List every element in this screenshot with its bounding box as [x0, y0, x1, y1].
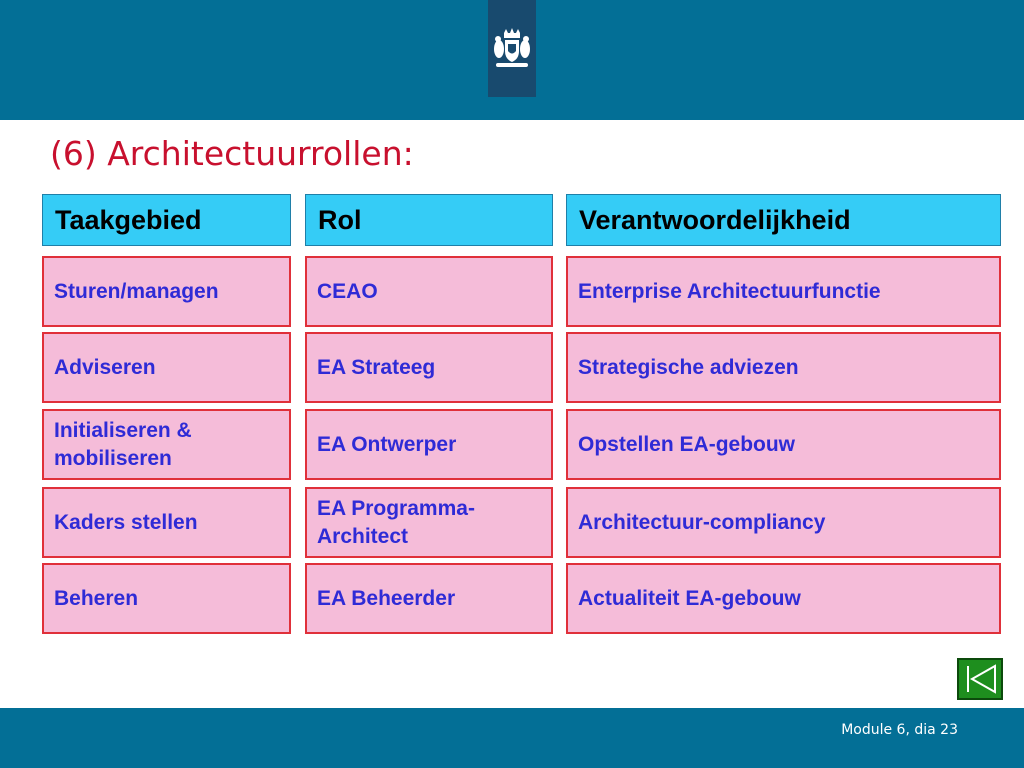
taakgebied-cell: Sturen/managen: [42, 256, 291, 327]
taakgebied-cell: Kaders stellen: [42, 487, 291, 558]
header-taakgebied: Taakgebied: [42, 194, 291, 246]
first-slide-button[interactable]: [957, 658, 1003, 700]
verantwoordelijkheid-cell: Actualiteit EA-gebouw: [566, 563, 1001, 634]
verantwoordelijkheid-cell: Strategische adviezen: [566, 332, 1001, 403]
header-verantwoordelijkheid: Verantwoordelijkheid: [566, 194, 1001, 246]
taakgebied-cell: Beheren: [42, 563, 291, 634]
verantwoordelijkheid-cell: Architectuur-compliancy: [566, 487, 1001, 558]
taakgebied-cell: Adviseren: [42, 332, 291, 403]
top-banner: [0, 0, 1024, 120]
first-slide-icon: [961, 662, 999, 696]
slide-number: Module 6, dia 23: [841, 722, 958, 738]
header-rol: Rol: [305, 194, 553, 246]
rol-cell: EA Ontwerper: [305, 409, 553, 480]
taakgebied-cell: Initialiseren & mobiliseren: [42, 409, 291, 480]
verantwoordelijkheid-cell: Opstellen EA-gebouw: [566, 409, 1001, 480]
slide-title: (6) Architectuurrollen:: [50, 134, 414, 173]
logo: [488, 0, 536, 97]
rol-cell: CEAO: [305, 256, 553, 327]
rol-cell: EA Beheerder: [305, 563, 553, 634]
bottom-banner: [0, 708, 1024, 768]
verantwoordelijkheid-cell: Enterprise Architectuurfunctie: [566, 256, 1001, 327]
rol-cell: EA Programma-Architect: [305, 487, 553, 558]
coat-of-arms-icon: [490, 27, 534, 71]
rol-cell: EA Strateeg: [305, 332, 553, 403]
